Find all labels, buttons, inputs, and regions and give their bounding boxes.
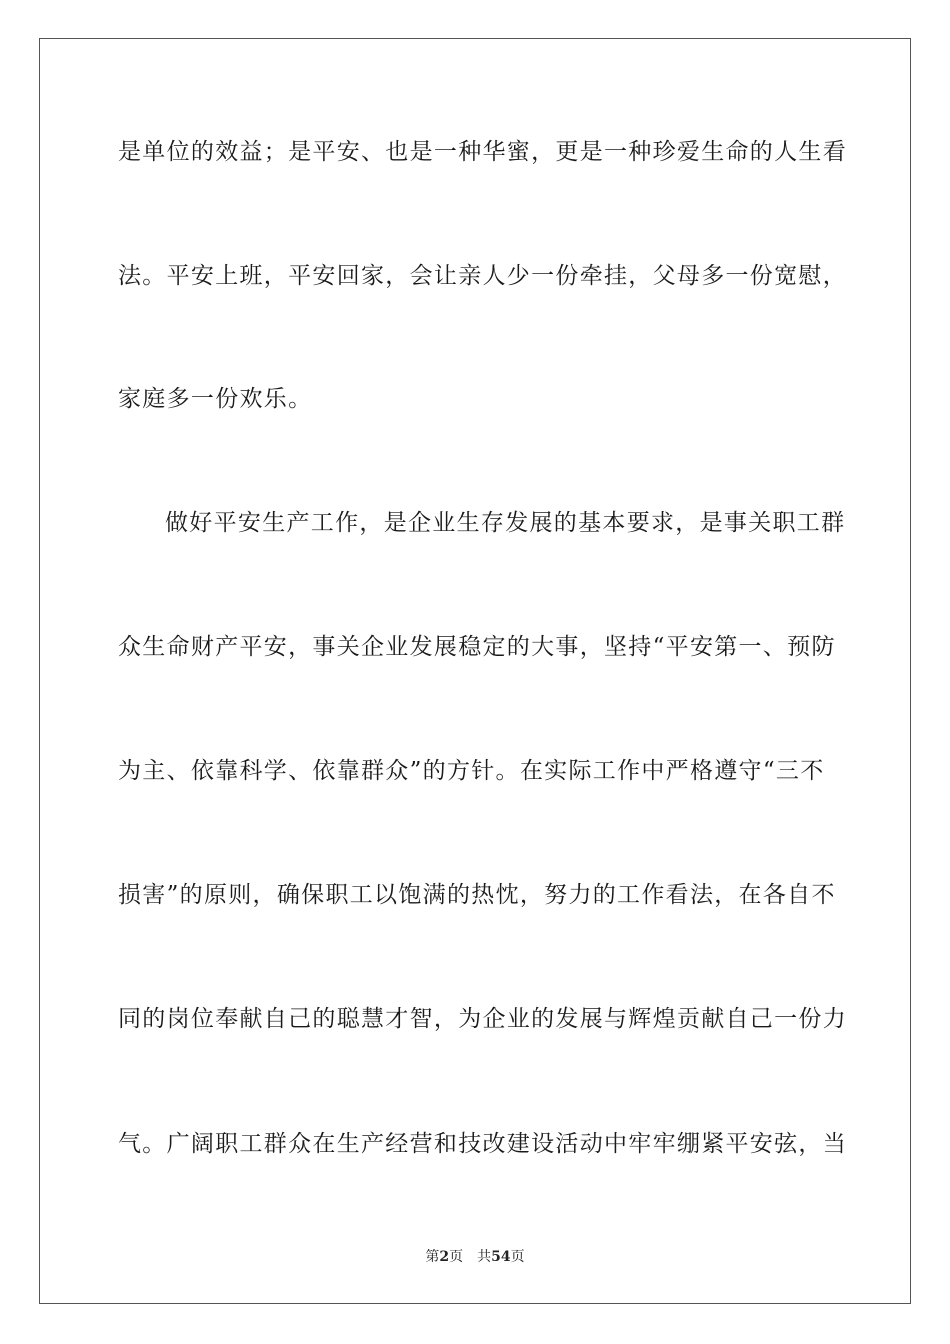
text-line: 法。平安上班，平安回家，会让亲人少一份牵挂，父母多一份宽慰，	[118, 263, 847, 289]
total-suffix: 页	[510, 1249, 525, 1265]
text-line: 做好平安生产工作，是企业生存发展的基本要求，是事关职工群	[165, 510, 846, 536]
text-line: 为主、依靠科学、依靠群众”的方针。在实际工作中严格遵守“三不	[118, 758, 825, 784]
page-border	[39, 38, 911, 1304]
text-line: 众生命财产平安，事关企业发展稳定的大事，坚持“平安第一、预防	[118, 634, 836, 660]
text-line: 家庭多一份欢乐。	[118, 386, 313, 412]
total-pages: 54	[491, 1249, 511, 1265]
page-footer	[0, 1248, 950, 1266]
total-prefix: 共	[477, 1249, 492, 1265]
text-line: 同的岗位奉献自己的聪慧才智，为企业的发展与辉煌贡献自己一份力	[118, 1006, 847, 1032]
text-line: 是单位的效益；是平安、也是一种华蜜，更是一种珍爱生命的人生看	[118, 139, 847, 165]
text-line: 损害”的原则，确保职工以饱满的热忱，努力的工作看法，在各自不	[118, 882, 836, 908]
page-number: 2	[439, 1249, 450, 1265]
text-line: 气。广阔职工群众在生产经营和技改建设活动中牢牢绷紧平安弦，当	[118, 1131, 847, 1157]
page-suffix: 页	[449, 1249, 464, 1265]
page-prefix: 第	[425, 1249, 440, 1265]
